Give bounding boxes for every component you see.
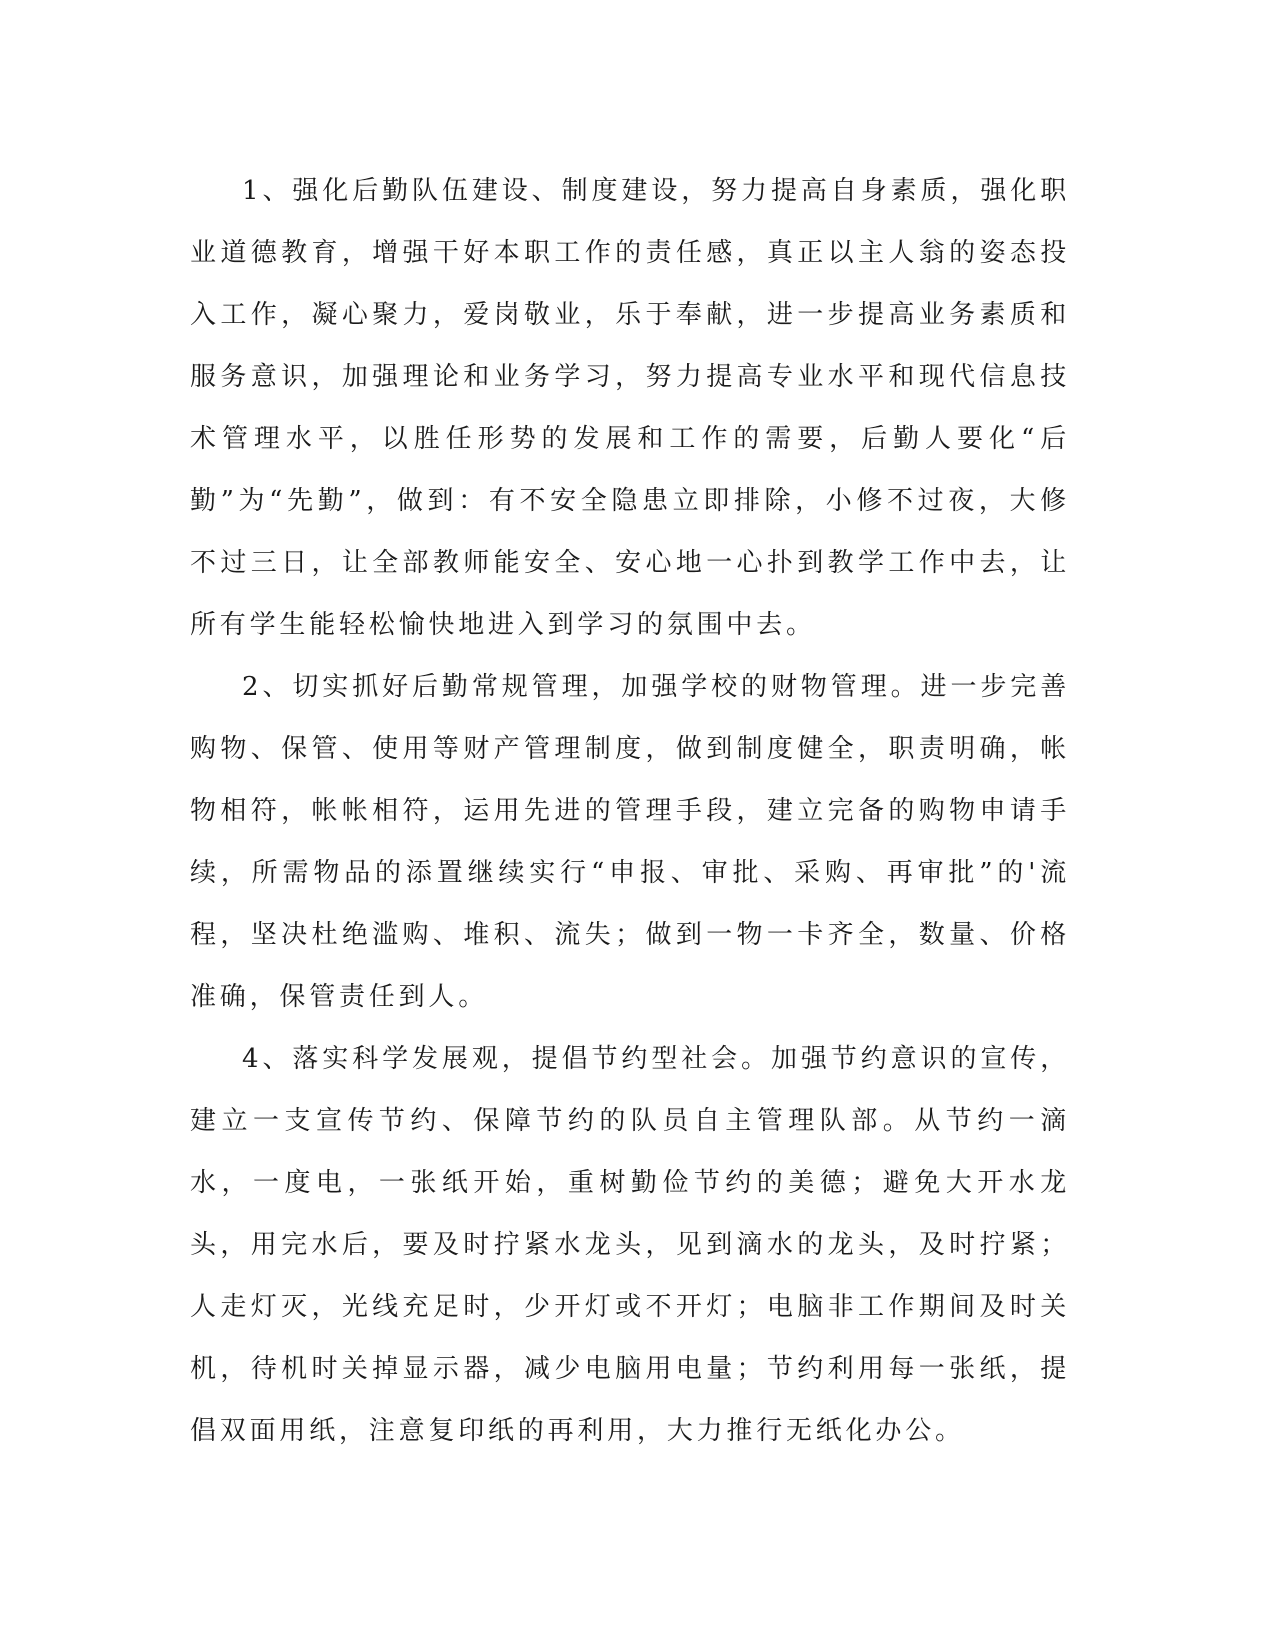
paragraph-1: 1、强化后勤队伍建设、制度建设，努力提高自身素质，强化职业道德教育，增强干好本职工作的责任感，真正以主人翁的姿态投入工作，凝心聚力，爱岗敬业，乐于奉献，进一步提高业务素质和服务意识，加强理论和业务学习，努力提高专业水平和现代信息技术管理水平，以胜任形势的发展和工作的需要，后勤人要化“后勤”为“先勤”，做到：有不安全隐患立即排除，小修不过夜，大修不过三日，让全部教师能安全、安心地一心扑到教学工作中去，让所有学生能轻松愉快地进入到学习的氛围中去。 bbox=[190, 176, 1070, 640]
document-body bbox=[190, 160, 1070, 1462]
paragraph-3: 4、落实科学发展观，提倡节约型社会。加强节约意识的宣传，建立一支宣传节约、保障节约的队员自主管理队部。从节约一滴水，一度电，一张纸开始，重树勤俭节约的美德；避免大开水龙头，用完水后，要及时拧紧水龙头，见到滴水的龙头，及时拧紧；人走灯灭，光线充足时，少开灯或不开灯；电脑非工作期间及时关机，待机时关掉显示器，减少电脑用电量；节约利用每一张纸，提倡双面用纸，注意复印纸的再利用，大力推行无纸化办公。 bbox=[190, 1044, 1070, 1446]
paragraph-2: 2、切实抓好后勤常规管理，加强学校的财物管理。进一步完善购物、保管、使用等财产管理制度，做到制度健全，职责明确，帐物相符，帐帐相符，运用先进的管理手段，建立完备的购物申请手续，所需物品的添置继续实行“申报、审批、采购、再审批”的'流程，坚决杜绝滥购、堆积、流失；做到一物一卡齐全，数量、价格准确，保管责任到人。 bbox=[190, 672, 1070, 1012]
